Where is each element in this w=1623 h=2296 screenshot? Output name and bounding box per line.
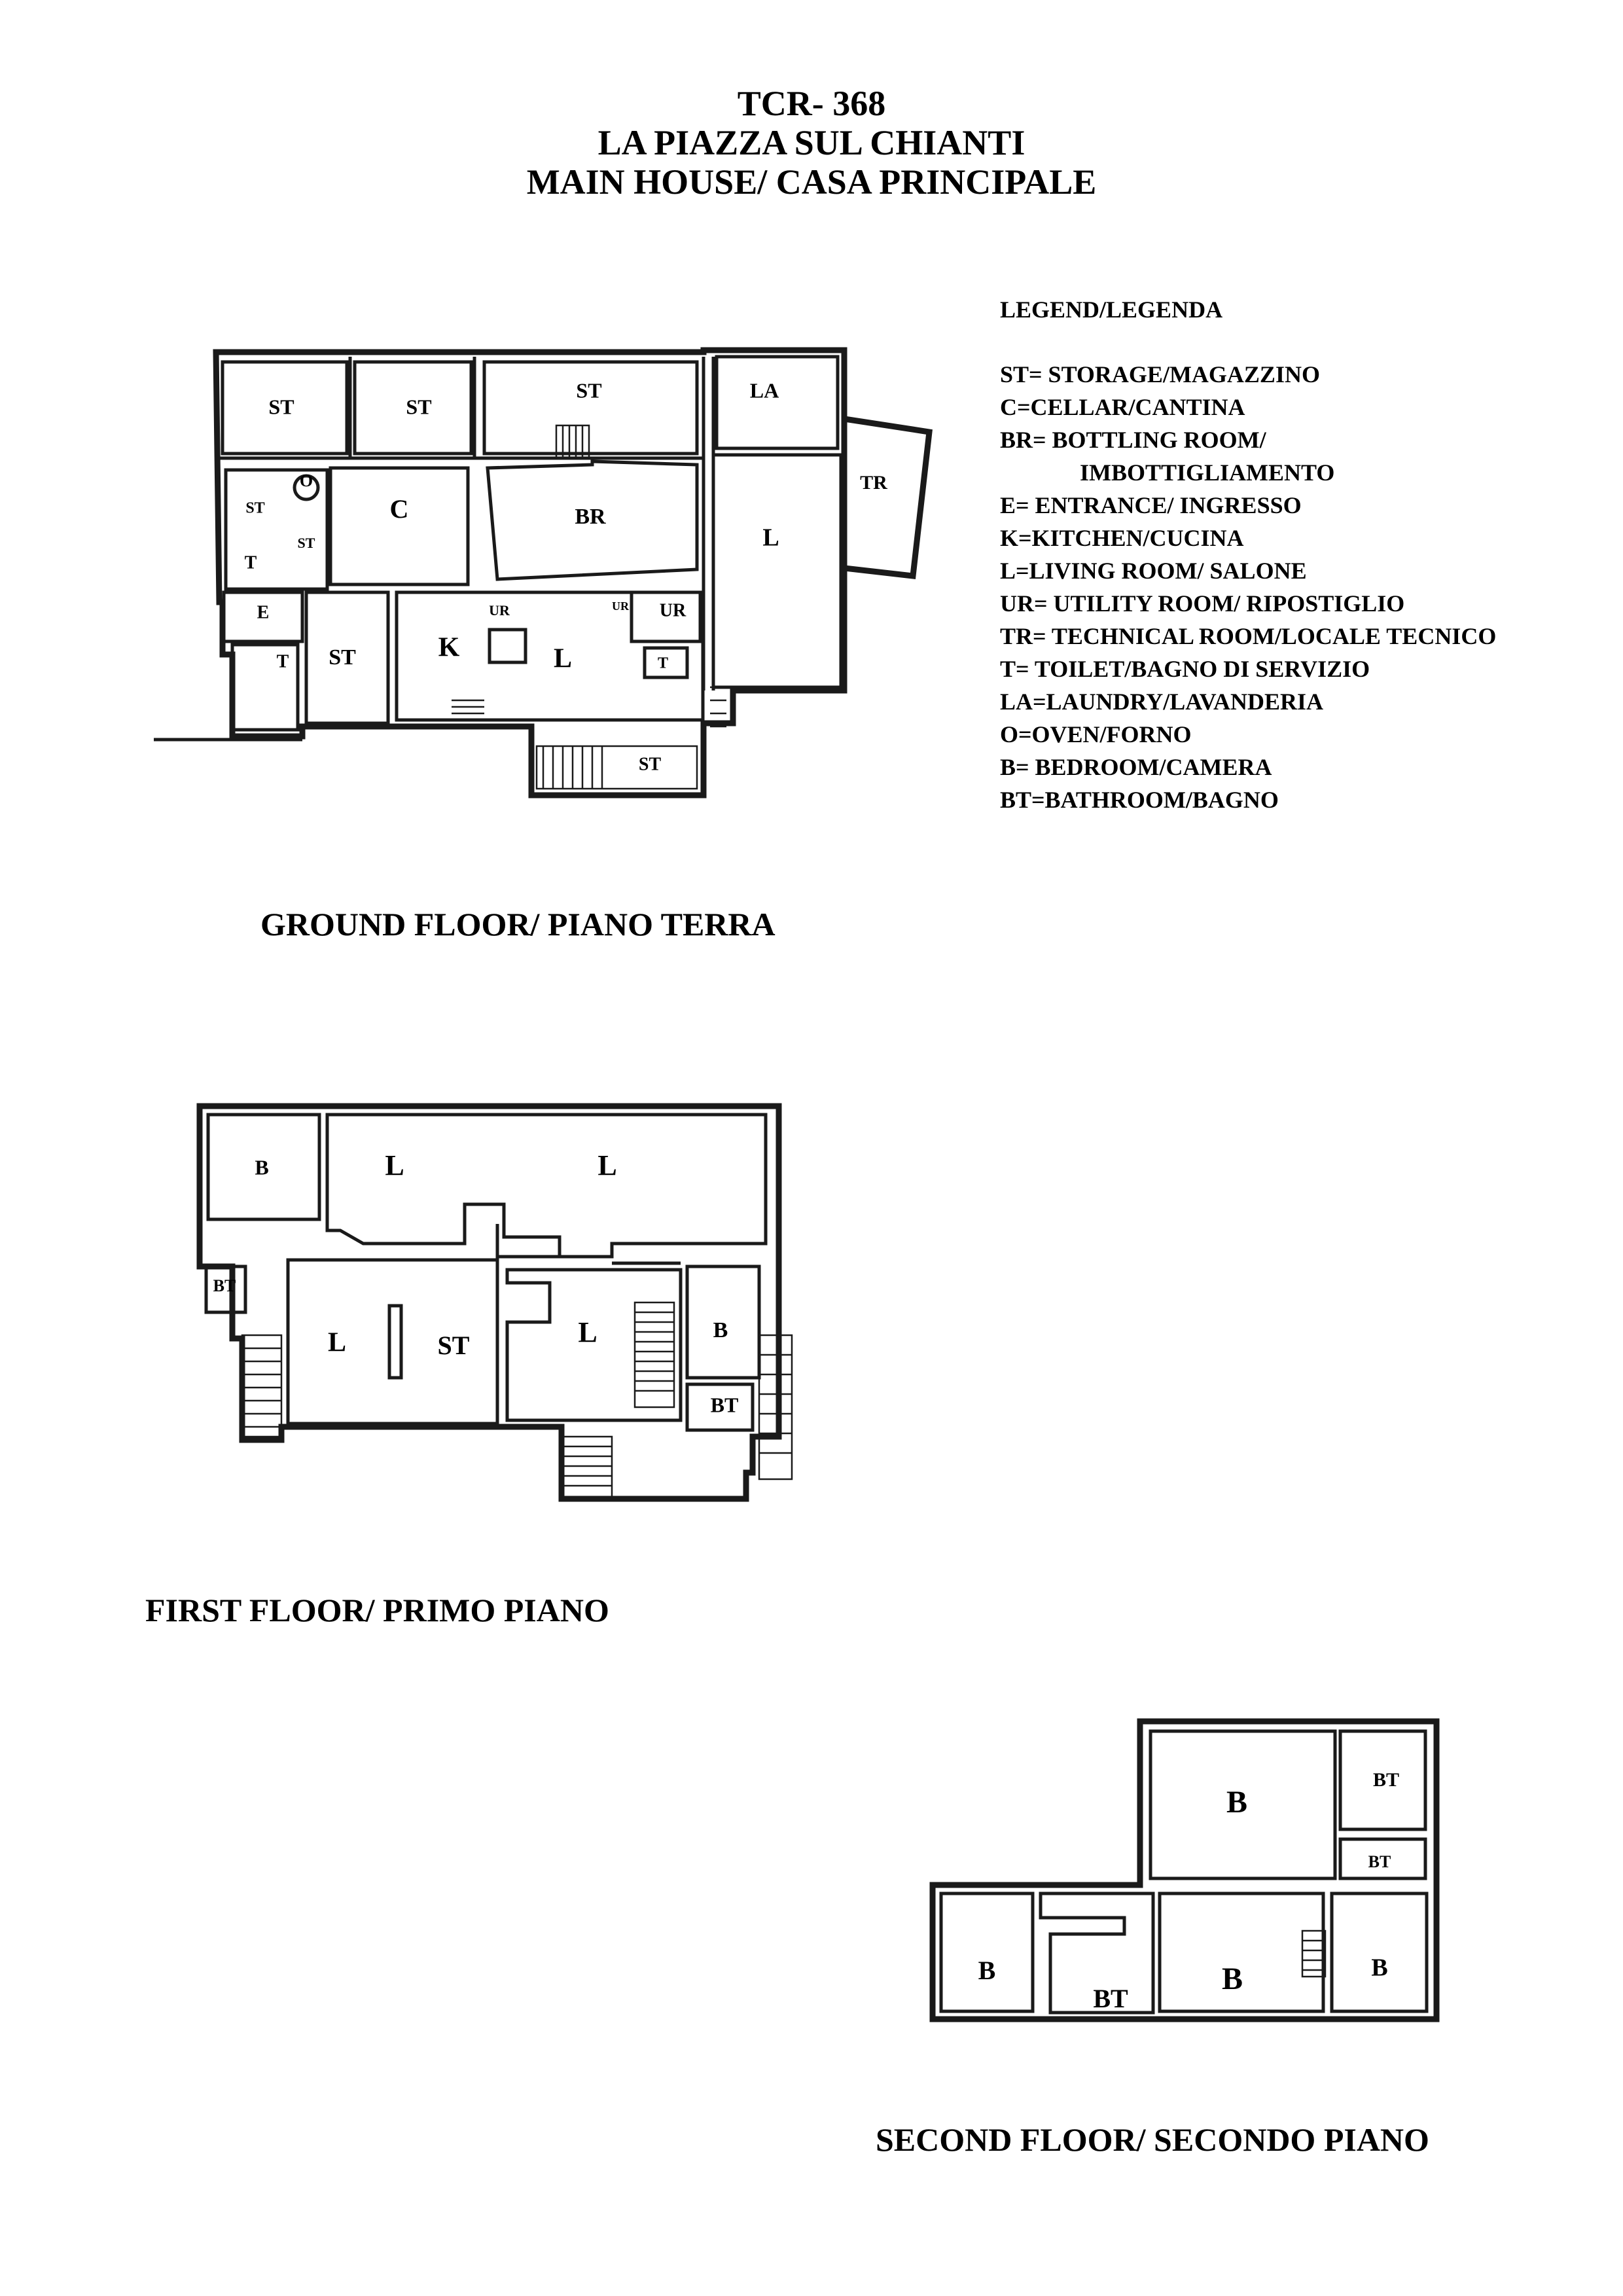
ground-room-label: BR bbox=[575, 504, 606, 529]
first-room-label: ST bbox=[437, 1331, 470, 1361]
ground-room-label: E bbox=[257, 602, 270, 623]
legend-item: K=KITCHEN/CUCINA bbox=[1000, 525, 1244, 551]
legend-item: IMBOTTIGLIAMENTO bbox=[1080, 459, 1335, 486]
legend-item: TR= TECHNICAL ROOM/LOCALE TECNICO bbox=[1000, 623, 1497, 649]
second-room-label: BT bbox=[1093, 1984, 1128, 2014]
first-room-label: B bbox=[255, 1155, 269, 1179]
legend-item: L=LIVING ROOM/ SALONE bbox=[1000, 558, 1307, 584]
ground-room-label: TR bbox=[860, 471, 887, 493]
second-room-label: B bbox=[1226, 1785, 1248, 1820]
legend-heading: LEGEND/LEGENDA bbox=[1000, 296, 1223, 323]
ground-room-label: C bbox=[389, 494, 409, 524]
legend-item: C=CELLAR/CANTINA bbox=[1000, 394, 1245, 420]
legend-item: T= TOILET/BAGNO DI SERVIZIO bbox=[1000, 656, 1370, 682]
ground-floor-plan bbox=[154, 350, 929, 795]
legend-item: O=OVEN/FORNO bbox=[1000, 721, 1192, 747]
legend-item: E= ENTRANCE/ INGRESSO bbox=[1000, 492, 1302, 518]
ground-room-label: ST bbox=[576, 378, 602, 403]
second-room-label: BT bbox=[1368, 1852, 1391, 1871]
ground-room-label: L bbox=[553, 643, 573, 674]
ground-floor-caption: GROUND FLOOR/ PIANO TERRA bbox=[260, 906, 776, 942]
ground-room-label: LA bbox=[749, 378, 779, 403]
property-name: LA PIAZZA SUL CHIANTI bbox=[597, 123, 1026, 162]
ground-room-label: O bbox=[299, 471, 313, 490]
listing-code: TCR- 368 bbox=[737, 84, 886, 123]
second-room-label: B bbox=[1371, 1954, 1388, 1982]
ground-room-label: K bbox=[438, 632, 460, 663]
second-room-label: B bbox=[978, 1956, 996, 1986]
legend-item: BR= BOTTLING ROOM/ bbox=[1000, 427, 1266, 453]
first-room-label: L bbox=[597, 1149, 617, 1182]
ground-room-label: ST bbox=[406, 395, 432, 419]
first-floor-caption: FIRST FLOOR/ PRIMO PIANO bbox=[145, 1592, 609, 1628]
first-room-label: L bbox=[327, 1327, 347, 1358]
ground-room-label: ST bbox=[638, 754, 662, 775]
ground-room-label: T bbox=[244, 552, 257, 573]
second-floor-caption: SECOND FLOOR/ SECONDO PIANO bbox=[876, 2121, 1429, 2158]
ground-room-label: T bbox=[657, 655, 669, 672]
ground-room-label: ST bbox=[268, 395, 294, 419]
legend-item: BT=BATHROOM/BAGNO bbox=[1000, 787, 1279, 813]
ground-room-label: T bbox=[276, 651, 289, 672]
second-room-label: BT bbox=[1372, 1768, 1400, 1791]
first-room-label: L bbox=[578, 1316, 597, 1349]
ground-room-label: UR bbox=[659, 600, 687, 621]
ground-room-label: ST bbox=[329, 645, 356, 670]
first-floor-plan bbox=[200, 1106, 792, 1499]
ground-room-label: L bbox=[762, 524, 779, 552]
ground-room-label: UR bbox=[489, 602, 510, 619]
legend-item: LA=LAUNDRY/LAVANDERIA bbox=[1000, 689, 1323, 715]
building-name: MAIN HOUSE/ CASA PRINCIPALE bbox=[526, 162, 1097, 202]
first-room-label: L bbox=[385, 1149, 404, 1182]
second-floor-plan bbox=[933, 1721, 1436, 2019]
first-room-label: B bbox=[713, 1318, 728, 1342]
legend-item: UR= UTILITY ROOM/ RIPOSTIGLIO bbox=[1000, 590, 1405, 617]
ground-room-label: UR bbox=[612, 600, 629, 613]
first-room-label: BT bbox=[213, 1276, 236, 1295]
ground-room-label: ST bbox=[297, 535, 315, 552]
first-room-label: BT bbox=[710, 1393, 739, 1417]
ground-room-label: ST bbox=[245, 499, 265, 517]
legend-item: B= BEDROOM/CAMERA bbox=[1000, 754, 1272, 780]
legend-item: ST= STORAGE/MAGAZZINO bbox=[1000, 361, 1320, 387]
second-room-label: B bbox=[1221, 1962, 1243, 1997]
